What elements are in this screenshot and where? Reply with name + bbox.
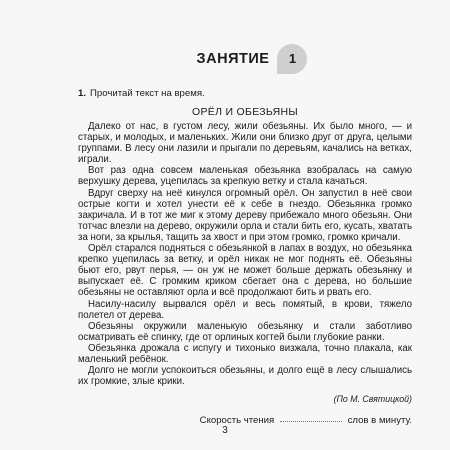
lesson-number: 1 bbox=[288, 51, 297, 66]
story-paragraph: Обезьяны окружили маленькую обезьянку и стали заботливо осматривать её спинку, где от орлиных когтей были глубокие ранки. bbox=[78, 320, 412, 343]
lesson-header bbox=[92, 44, 412, 74]
story-author: (По М. Святицкой) bbox=[333, 394, 412, 405]
reading-speed-unit: слов в минуту. bbox=[347, 415, 412, 427]
lesson-number-badge bbox=[277, 44, 307, 74]
story-paragraph: Обезьянка дрожала с испугу и тихонько визжала, точно плакала, как маленький ребёнок. bbox=[78, 342, 412, 365]
task-instruction bbox=[78, 88, 412, 100]
task-number: 1. bbox=[78, 88, 87, 99]
story-text bbox=[78, 121, 412, 387]
lesson-title: ЗАНЯТИЕ bbox=[196, 51, 270, 67]
story-paragraph: Долго не могли успокоиться обезьяны, и долго ещё в лесу слышались их громкие, злые крики. bbox=[78, 365, 412, 388]
reading-speed-blank[interactable] bbox=[280, 421, 342, 422]
page-number: 3 bbox=[222, 425, 228, 436]
story-paragraph: Вдруг сверху на неё кинулся огромный орёл. Он запустил в неё свои острые когти и хотел унести её к себе в гнездо. Обезьянка громко закричала. И в тот же миг к этому дереву прибежало много обезьян. Они тотчас влезли на дерево, окружили орла и стали бить его, кусать, хватать за ноги, за крылья, тащить за хвост и при этом громко, громко кричали. bbox=[78, 187, 412, 243]
reading-speed-label: Скорость чтения bbox=[199, 415, 275, 427]
story-paragraph: Насилу-насилу вырвался орёл и весь помятый, в крови, тяжело полетел от дерева. bbox=[78, 298, 412, 321]
story-paragraph: Орёл старался подняться с обезьянкой в лапах в воздух, но обезьянка крепко уцепилась за ветку, и орёл никак не мог поднять её. Обезьяны бьют его, рвут перья, — он уж не может больше держать обезьянку и выпускает её. С громким криком сбегает она с дерева, но большие обезьяны не оставляют орла и всё продолжают бить и рвать его. bbox=[78, 243, 412, 299]
story-paragraph: Далеко от нас, в густом лесу, жили обезьяны. Их было много, — и старых, и молодых, и маленьких. Жили они близко друг от друга, целыми группами. В лесу они лазили и прыгали по деревьям, качались на ветках, играли. bbox=[78, 121, 412, 166]
story-title: ОРЁЛ И ОБЕЗЬЯНЫ bbox=[191, 106, 298, 118]
story-paragraph: Вот раз одна совсем маленькая обезьянка взобралась на самую верхушку дерева, уцепилась за крепкую ветку и стала качаться. bbox=[78, 165, 412, 188]
task-text: Прочитай текст на время. bbox=[90, 88, 205, 99]
